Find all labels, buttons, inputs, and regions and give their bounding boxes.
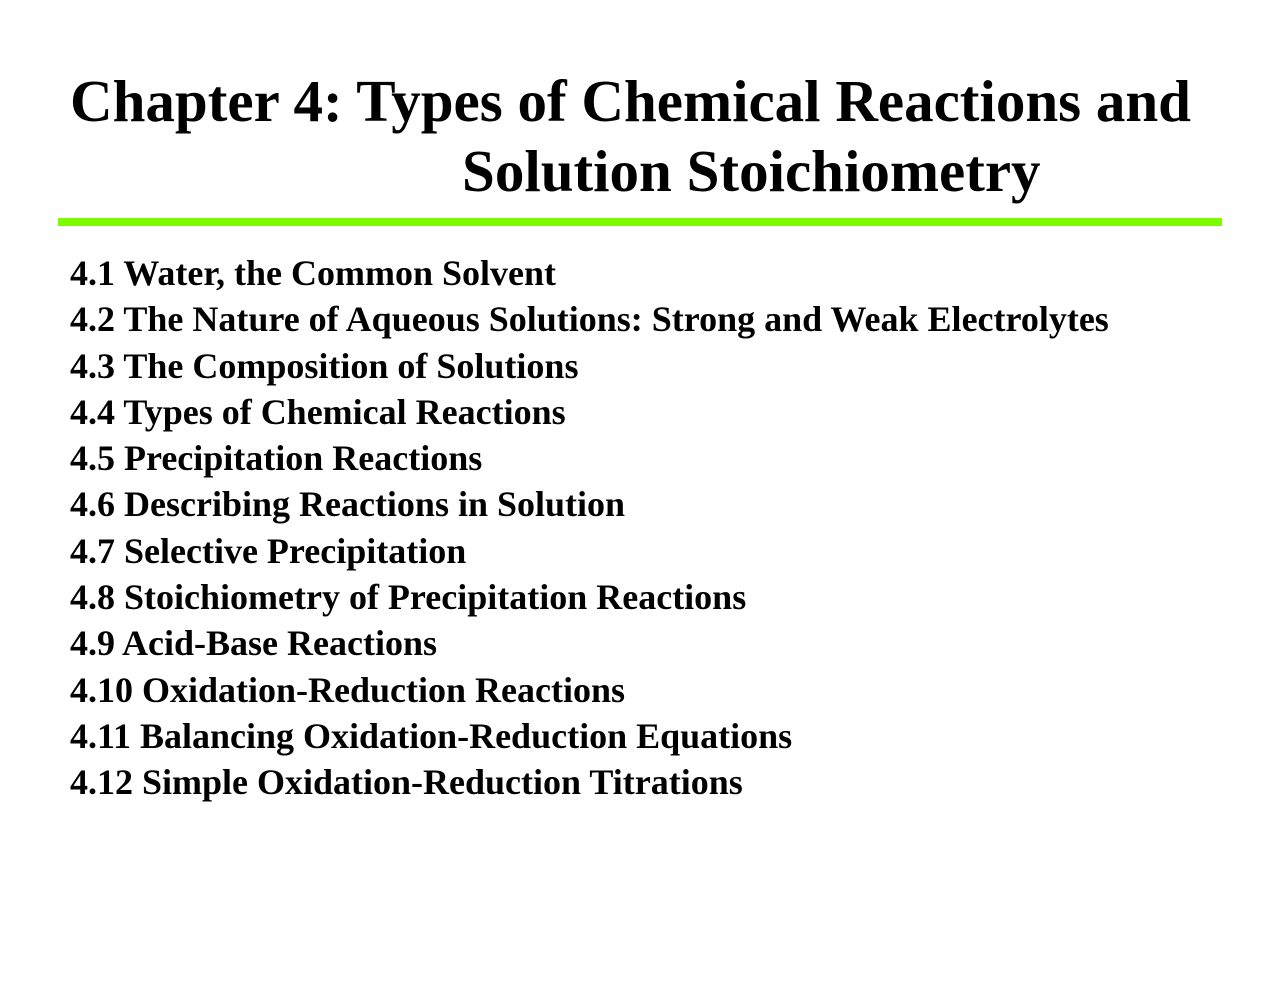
topic-list [70,250,1109,806]
topic-item: 4.12 Simple Oxidation-Reduction Titrations [70,762,743,803]
title-divider [58,218,1222,226]
slide-title-line-1: Chapter 4: Types of Chemical Reactions and [70,68,1191,134]
topic-item: 4.6 Describing Reactions in Solution [70,484,626,525]
topic-item: 4.7 Selective Precipitation [70,530,467,571]
topic-item: 4.5 Precipitation Reactions [70,438,483,479]
topic-item: 4.9 Acid-Base Reactions [70,623,437,664]
topic-item: 4.10 Oxidation-Reduction Reactions [70,669,626,710]
slide-title-line-2: Solution Stoichiometry [462,138,1041,204]
topic-item: 4.2 The Nature of Aqueous Solutions: Strong and Weak Electrolytes [70,299,1109,340]
topic-item: 4.4 Types of Chemical Reactions [70,391,566,432]
topic-item: 4.11 Balancing Oxidation-Reduction Equations [70,715,793,756]
topic-item: 4.1 Water, the Common Solvent [70,253,556,293]
topic-item: 4.3 The Composition of Solutions [70,345,579,386]
topic-item: 4.8 Stoichiometry of Precipitation Reactions [70,577,747,618]
